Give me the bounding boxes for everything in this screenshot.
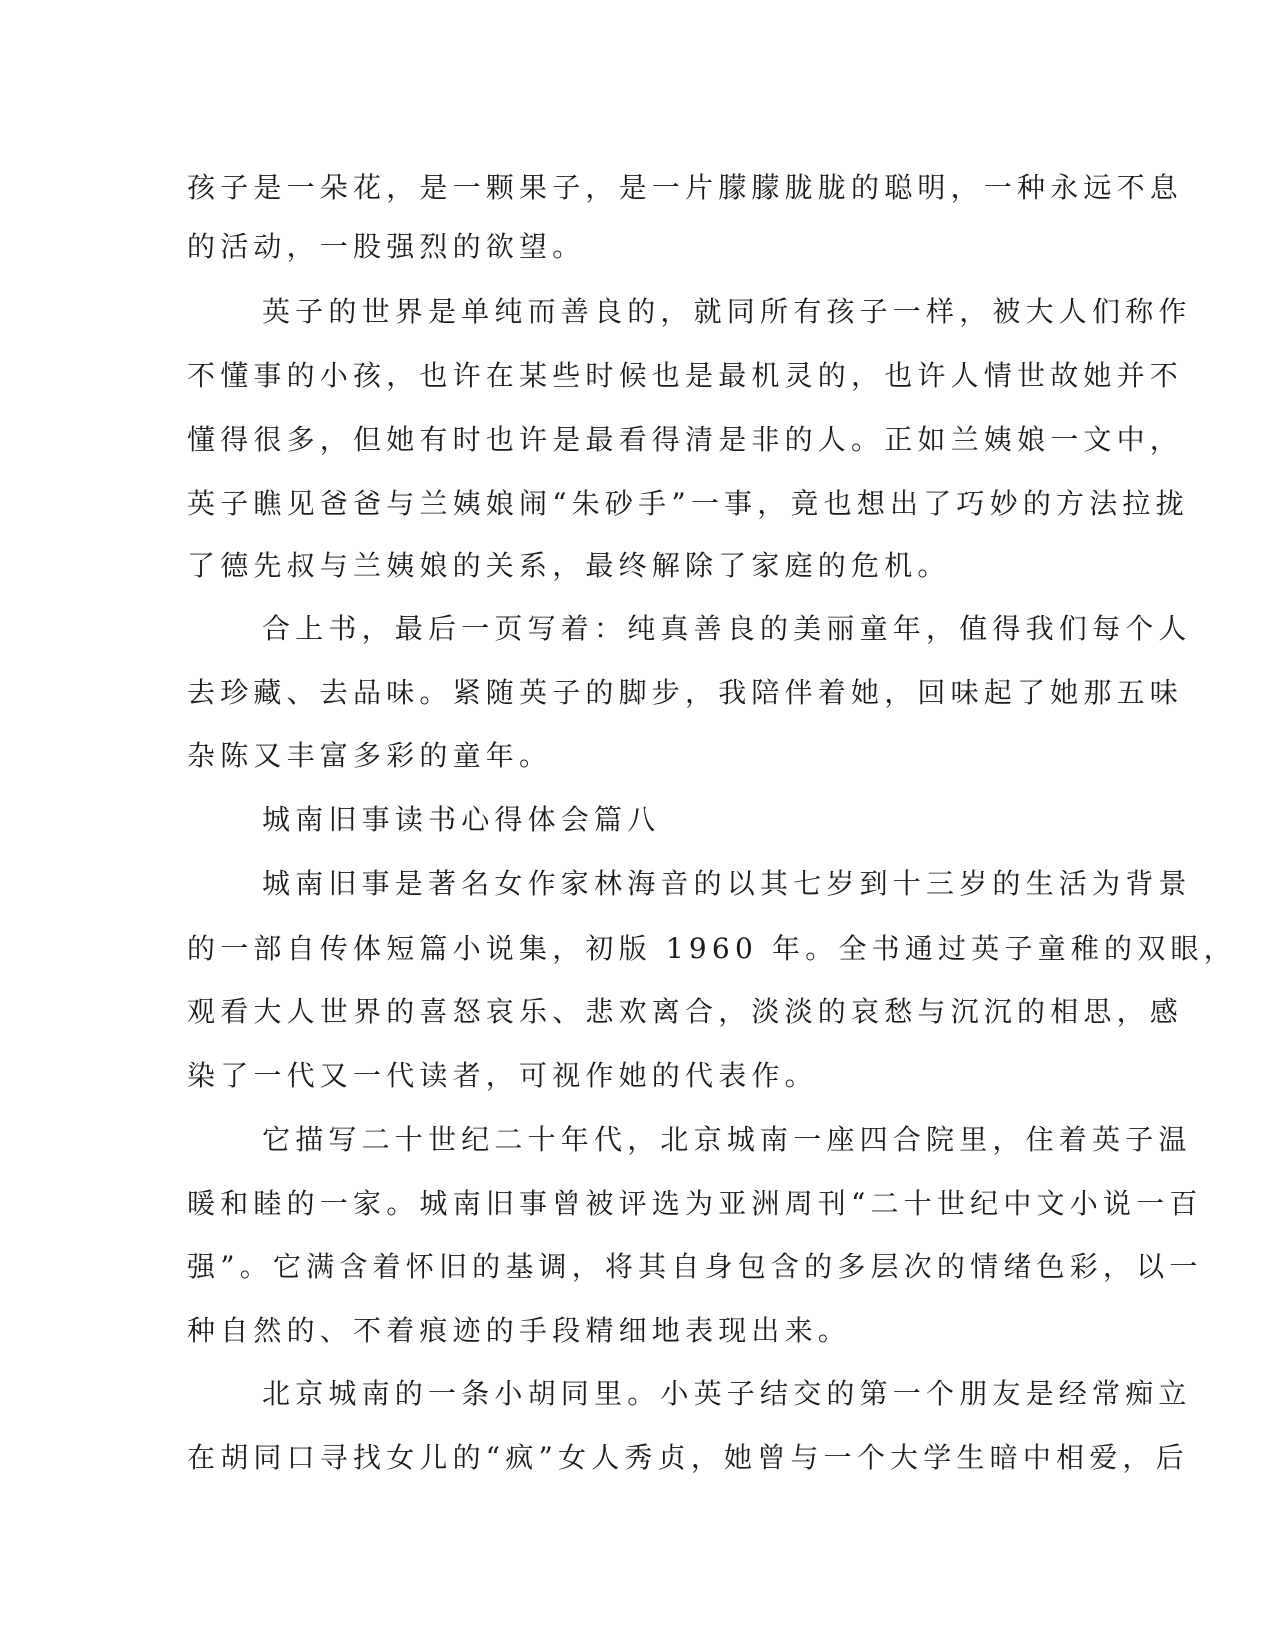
text-line: 染了一代又一代读者，可视作她的代表作。	[187, 1059, 818, 1092]
text-line: 杂陈又丰富多彩的童年。	[187, 739, 553, 772]
text-line: 去珍藏、去品味。紧随英子的脚步，我陪伴着她，回味起了她那五味	[187, 676, 1184, 709]
text-line: 不懂事的小孩，也许在某些时候也是最机灵的，也许人情世故她并不	[187, 359, 1184, 392]
text-line: 的活动，一股强烈的欲望。	[187, 230, 586, 263]
text-line: 种自然的、不着痕迹的手段精细地表现出来。	[187, 1314, 852, 1347]
text-line: 北京城南的一条小胡同里。小英子结交的第一个朋友是经常痴立	[262, 1377, 1192, 1410]
text-line: 合上书，最后一页写着：纯真善良的美丽童年，值得我们每个人	[262, 612, 1192, 645]
text-line: 强”。它满含着怀旧的基调，将其自身包含的多层次的情绪色彩，以一	[187, 1250, 1203, 1283]
text-line: 英子瞧见爸爸与兰姨娘闹“朱砂手”一事，竟也想出了巧妙的方法拉拢	[187, 487, 1189, 520]
text-line: 的一部自传体短篇小说集，初版 1960 年。全书通过英子童稚的双眼，	[187, 932, 1237, 965]
section-heading: 城南旧事读书心得体会篇八	[262, 803, 661, 836]
text-line: 它描写二十世纪二十年代，北京城南一座四合院里，住着英子温	[262, 1123, 1192, 1156]
text-line: 城南旧事是著名女作家林海音的以其七岁到十三岁的生活为背景	[262, 867, 1192, 900]
text-line: 在胡同口寻找女儿的“疯”女人秀贞，她曾与一个大学生暗中相爱，后	[187, 1441, 1189, 1474]
text-line: 英子的世界是单纯而善良的，就同所有孩子一样，被大人们称作	[262, 295, 1192, 328]
text-line: 孩子是一朵花，是一颗果子，是一片朦朦胧胧的聪明，一种永远不息	[187, 171, 1184, 204]
text-line: 懂得很多，但她有时也许是最看得清是非的人。正如兰姨娘一文中，	[187, 423, 1184, 456]
text-line: 观看大人世界的喜怒哀乐、悲欢离合，淡淡的哀愁与沉沉的相思，感	[187, 995, 1184, 1028]
text-line: 暖和睦的一家。城南旧事曾被评选为亚洲周刊“二十世纪中文小说一百	[187, 1187, 1203, 1220]
text-line: 了德先叔与兰姨娘的关系，最终解除了家庭的危机。	[187, 549, 951, 582]
